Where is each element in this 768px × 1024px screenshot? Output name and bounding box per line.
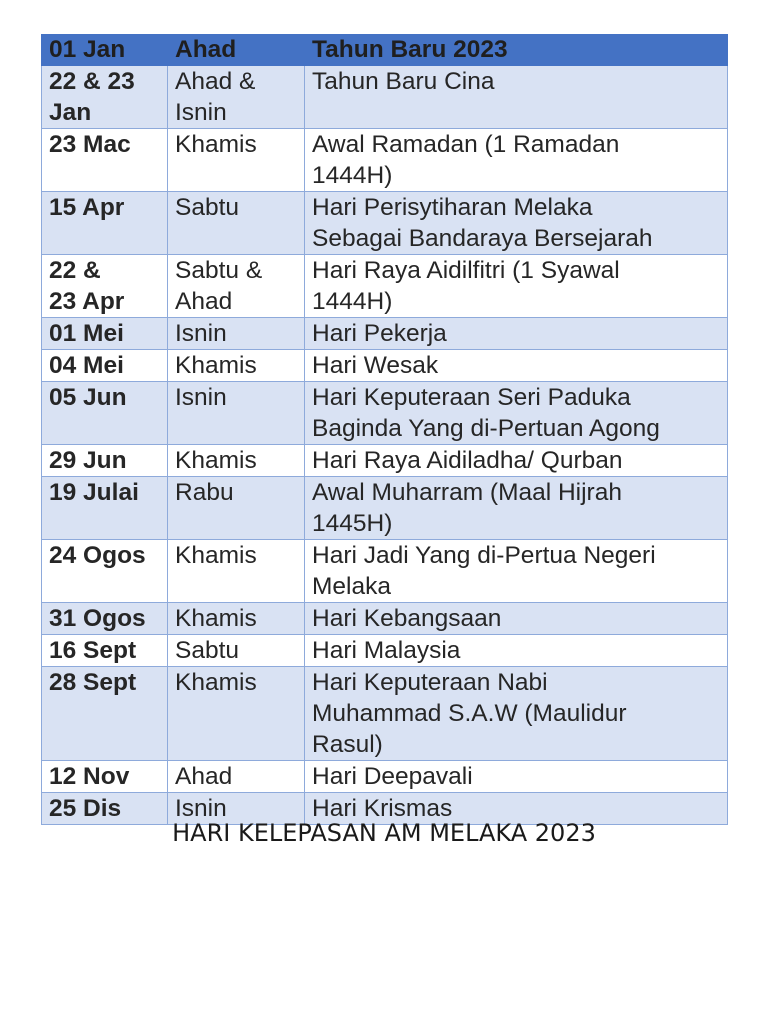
day-cell — [168, 318, 305, 350]
table-row — [42, 445, 728, 477]
day-cell-line: Sabtu — [175, 194, 240, 221]
date-cell — [42, 382, 168, 445]
day-cell-line: Khamis — [175, 542, 257, 569]
table-row — [42, 255, 728, 318]
desc-cell-line: Melaka — [312, 573, 391, 600]
holiday-table-body — [42, 35, 728, 825]
header-desc-cell: Tahun Baru 2023 — [305, 35, 728, 66]
table-row — [42, 667, 728, 761]
date-cell-line: 04 Mei — [49, 352, 124, 379]
day-cell-line: Isnin — [175, 384, 227, 411]
day-cell-line: Sabtu — [175, 637, 240, 664]
date-cell-line: 31 Ogos — [49, 605, 146, 632]
header-day-cell: Ahad — [168, 35, 305, 66]
day-cell-line: Isnin — [175, 99, 227, 126]
desc-cell-line: Hari Keputeraan Nabi — [312, 669, 548, 696]
table-row — [42, 66, 728, 129]
date-cell-line: 29 Jun — [49, 447, 127, 474]
day-cell-line: Sabtu & — [175, 257, 263, 284]
desc-cell-line: Hari Wesak — [312, 352, 439, 379]
date-cell — [42, 603, 168, 635]
desc-cell-line: Hari Raya Aidilfitri (1 Syawal — [312, 257, 620, 284]
date-cell-line: 19 Julai — [49, 479, 139, 506]
day-cell-line: Ahad — [175, 763, 233, 790]
desc-cell-line: Rasul) — [312, 731, 383, 758]
table-row — [42, 129, 728, 192]
desc-cell — [305, 540, 728, 603]
desc-cell — [305, 66, 728, 129]
day-cell-line: Khamis — [175, 131, 257, 158]
date-cell — [42, 255, 168, 318]
date-cell — [42, 667, 168, 761]
date-cell-line: 22 & 23 — [49, 68, 135, 95]
day-cell-line: Khamis — [175, 447, 257, 474]
desc-cell — [305, 667, 728, 761]
date-cell-line: 23 Mac — [49, 131, 131, 158]
date-cell-line: 01 Mei — [49, 320, 124, 347]
day-cell — [168, 761, 305, 793]
desc-cell — [305, 477, 728, 540]
date-cell — [42, 477, 168, 540]
desc-cell-line: Sebagai Bandaraya Bersejarah — [312, 225, 653, 252]
day-cell-line: Ahad — [175, 288, 233, 315]
day-cell — [168, 603, 305, 635]
date-cell — [42, 129, 168, 192]
table-header-row — [42, 35, 728, 66]
desc-cell — [305, 603, 728, 635]
desc-cell-line: Tahun Baru Cina — [312, 68, 495, 95]
day-cell-line: Isnin — [175, 320, 227, 347]
date-cell — [42, 540, 168, 603]
desc-cell-line: Muhammad S.A.W (Maulidur — [312, 700, 627, 727]
desc-cell — [305, 350, 728, 382]
desc-cell-line: Hari Malaysia — [312, 637, 461, 664]
date-cell — [42, 350, 168, 382]
date-cell — [42, 761, 168, 793]
desc-cell-line: Hari Pekerja — [312, 320, 447, 347]
header-date-cell: 01 Jan — [42, 35, 168, 66]
day-cell — [168, 129, 305, 192]
desc-cell-line: Hari Kebangsaan — [312, 605, 502, 632]
date-cell — [42, 635, 168, 667]
desc-cell-line: Hari Krismas — [312, 795, 453, 822]
day-cell — [168, 477, 305, 540]
day-cell — [168, 350, 305, 382]
desc-cell-line: Hari Jadi Yang di-Pertua Negeri — [312, 542, 656, 569]
desc-cell — [305, 192, 728, 255]
day-cell-line: Ahad & — [175, 68, 256, 95]
table-row — [42, 382, 728, 445]
date-cell-line: 05 Jun — [49, 384, 127, 411]
table-row — [42, 540, 728, 603]
desc-cell-line: Hari Keputeraan Seri Paduka — [312, 384, 631, 411]
day-cell — [168, 382, 305, 445]
date-cell-line: Jan — [49, 99, 92, 126]
day-cell — [168, 635, 305, 667]
desc-cell — [305, 761, 728, 793]
desc-cell-line: 1444H) — [312, 162, 393, 189]
desc-cell-line: Hari Deepavali — [312, 763, 473, 790]
desc-cell — [305, 445, 728, 477]
date-cell-line: 12 Nov — [49, 763, 130, 790]
date-cell — [42, 192, 168, 255]
document-caption: HARI KELEPASAN AM MELAKA 2023 — [172, 819, 596, 847]
day-cell — [168, 540, 305, 603]
date-cell-line: 16 Sept — [49, 637, 137, 664]
day-cell-line: Isnin — [175, 795, 227, 822]
day-cell-line: Khamis — [175, 605, 257, 632]
desc-cell-line: Awal Ramadan (1 Ramadan — [312, 131, 620, 158]
day-cell — [168, 66, 305, 129]
date-cell — [42, 66, 168, 129]
date-cell-line: 22 & — [49, 257, 101, 284]
desc-cell — [305, 382, 728, 445]
table-row — [42, 603, 728, 635]
table-row — [42, 477, 728, 540]
desc-cell — [305, 129, 728, 192]
desc-cell-line: 1444H) — [312, 288, 393, 315]
date-cell-line: 24 Ogos — [49, 542, 146, 569]
day-cell — [168, 255, 305, 318]
date-cell-line: 28 Sept — [49, 669, 137, 696]
desc-cell-line: Baginda Yang di-Pertuan Agong — [312, 415, 660, 442]
day-cell-line: Khamis — [175, 669, 257, 696]
date-cell-line: 15 Apr — [49, 194, 125, 221]
table-row — [42, 761, 728, 793]
holiday-table — [41, 34, 728, 825]
desc-cell — [305, 318, 728, 350]
desc-cell — [305, 635, 728, 667]
table-row — [42, 350, 728, 382]
day-cell — [168, 192, 305, 255]
table-row — [42, 192, 728, 255]
desc-cell-line: Awal Muharram (Maal Hijrah — [312, 479, 622, 506]
date-cell — [42, 318, 168, 350]
desc-cell-line: 1445H) — [312, 510, 393, 537]
day-cell-line: Khamis — [175, 352, 257, 379]
day-cell-line: Rabu — [175, 479, 234, 506]
table-row — [42, 318, 728, 350]
day-cell — [168, 667, 305, 761]
desc-cell-line: Hari Perisytiharan Melaka — [312, 194, 593, 221]
table-row — [42, 635, 728, 667]
date-cell-line: 25 Dis — [49, 795, 122, 822]
desc-cell — [305, 255, 728, 318]
desc-cell-line: Hari Raya Aidiladha/ Qurban — [312, 447, 623, 474]
date-cell — [42, 445, 168, 477]
date-cell-line: 23 Apr — [49, 288, 125, 315]
day-cell — [168, 445, 305, 477]
